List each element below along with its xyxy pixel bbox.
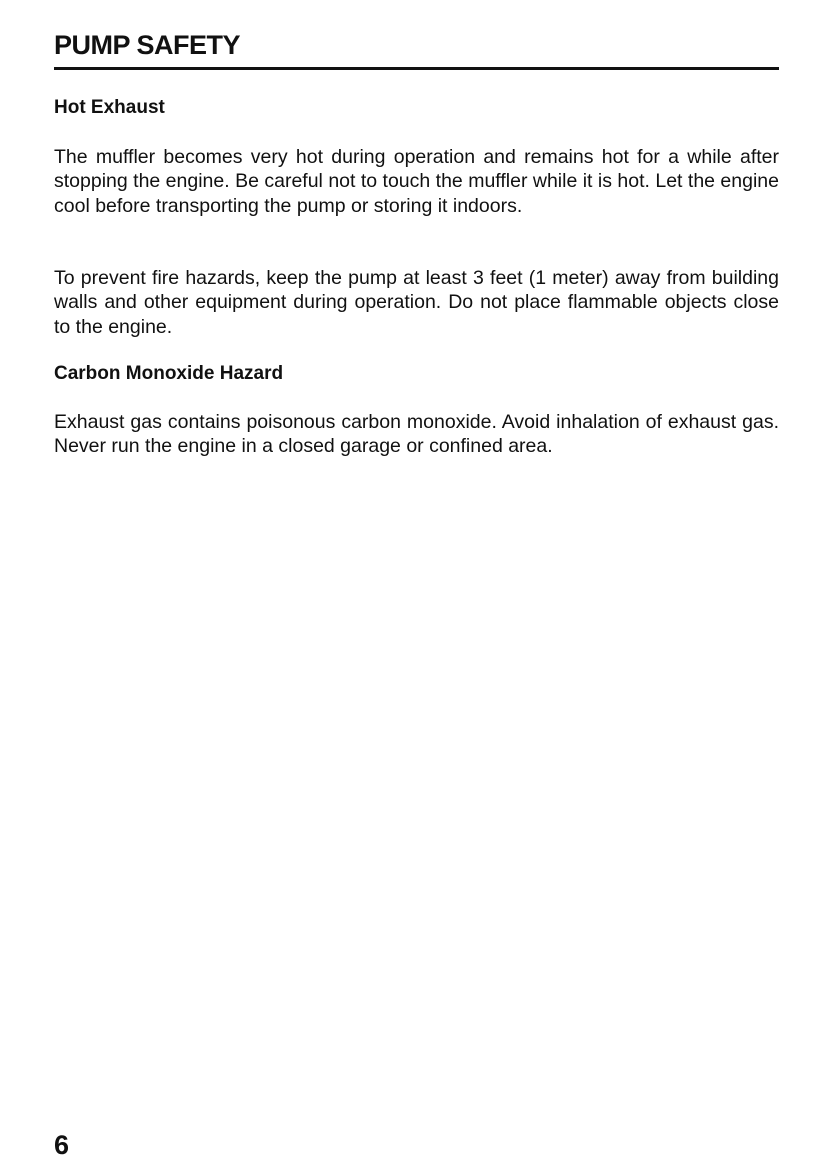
section-heading-carbon-monoxide: Carbon Monoxide Hazard — [54, 363, 284, 384]
paragraph-exhaust-gas: Exhaust gas contains poisonous carbon monoxide. Avoid inhalation of exhaust gas. Never run the engine in a closed garage or confined area. — [54, 411, 779, 458]
title-underline-rule — [54, 67, 779, 70]
section-heading-hot-exhaust: Hot Exhaust — [54, 97, 165, 118]
paragraph-fire-hazards: To prevent fire hazards, keep the pump at least 3 feet (1 meter) away from building walls and other equipment during operation. Do not place flammable objects close to the engine. — [54, 267, 779, 338]
page-title: PUMP SAFETY — [54, 30, 241, 60]
paragraph-muffler-hot: The muffler becomes very hot during operation and remains hot for a while after stopping the engine. Be careful not to touch the muffler while it is hot. Let the engine cool before transporting the pump or storing it indoors. — [54, 146, 779, 217]
page-number: 6 — [54, 1130, 70, 1160]
